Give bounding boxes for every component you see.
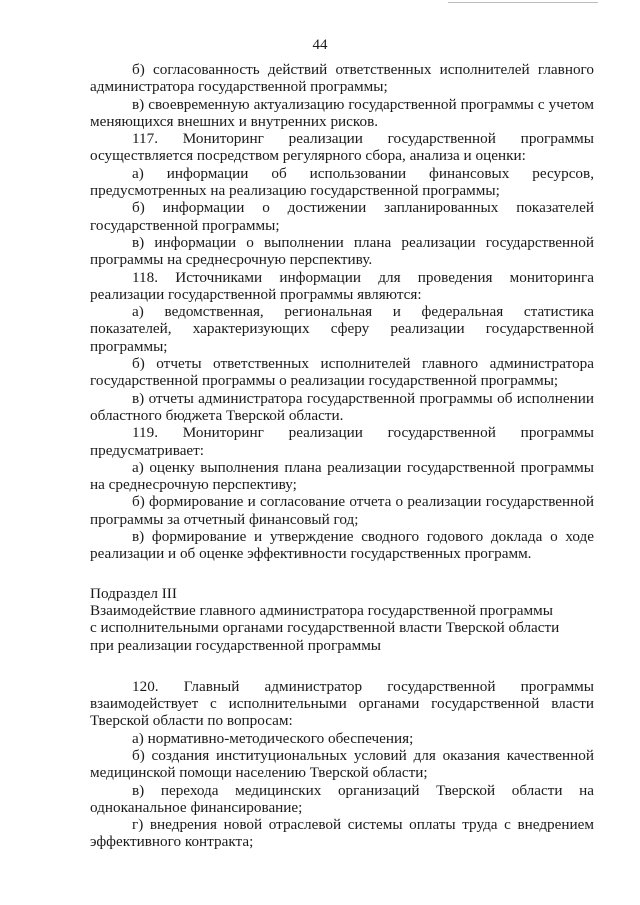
paragraph: б) согласованность действий ответственных исполнителей главного администратора государственной программы; xyxy=(90,61,594,96)
paragraph: а) информации об использовании финансовых ресурсов, предусмотренных на реализацию государственной программы; xyxy=(90,164,594,200)
paragraph: а) оценку выполнения плана реализации государственной программы на среднесрочную перспективу; xyxy=(90,458,594,494)
paragraph: 117. Мониторинг реализации государственной программы осуществляется посредством регулярного сбора, анализа и оценки: xyxy=(90,130,594,165)
paragraph: в) перехода медицинских организаций Тверской области на одноканальное финансирование; xyxy=(90,781,594,816)
document-body xyxy=(90,61,594,851)
paragraph: б) создания институциональных условий для оказания качественной медицинской помощи населению Тверской области; xyxy=(90,746,594,782)
paragraph: г) внедрения новой отраслевой системы оплаты труда с внедрением эффективного контракта; xyxy=(90,816,594,851)
subsection-caption xyxy=(90,602,594,654)
subsection-caption-line: Взаимодействие главного администратора государственной программы xyxy=(90,601,553,619)
paragraph: 120. Главный администратор государственной программы взаимодействует с исполнительными органами государственной власти Тверской области по вопросам: xyxy=(90,677,594,730)
subsection-title: Подраздел III xyxy=(90,584,177,602)
subsection-caption-line: при реализации государственной программы xyxy=(90,636,382,654)
paragraph: а) нормативно-методического обеспечения; xyxy=(132,729,414,747)
top-edge-rule xyxy=(448,2,598,3)
paragraph: в) информации о выполнении плана реализации государственной программы на среднесрочную перспективу. xyxy=(90,233,594,269)
paragraph: б) отчеты ответственных исполнителей главного администратора государственной программы о реализации государственной программы; xyxy=(90,355,594,390)
paragraph: в) формирование и утверждение сводного годового доклада о ходе реализации и об оценке эффективности государственных программ. xyxy=(90,528,594,563)
paragraph: в) своевременную актуализацию государственной программы с учетом меняющихся внешних и внутренних рисков. xyxy=(90,95,594,130)
paragraph: а) ведомственная, региональная и федеральная статистика показателей, характеризующих сферу реализации государственной программы; xyxy=(90,303,594,355)
subsection-caption-line: с исполнительными органами государственной власти Тверской области xyxy=(90,619,560,637)
paragraph: 118. Источниками информации для проведения мониторинга реализации государственной программы являются: xyxy=(90,268,594,303)
page-number: 44 xyxy=(312,37,328,53)
paragraph: в) отчеты администратора государственной программы об исполнении областного бюджета Тверской области. xyxy=(90,389,594,424)
paragraph: 119. Мониторинг реализации государственной программы предусматривает: xyxy=(90,424,594,459)
subsection-heading xyxy=(90,585,594,602)
paragraph: б) информации о достижении запланированных показателей государственной программы; xyxy=(90,199,594,234)
paragraph: б) формирование и согласование отчета о реализации государственной программы за отчетный финансовый год; xyxy=(90,493,594,528)
